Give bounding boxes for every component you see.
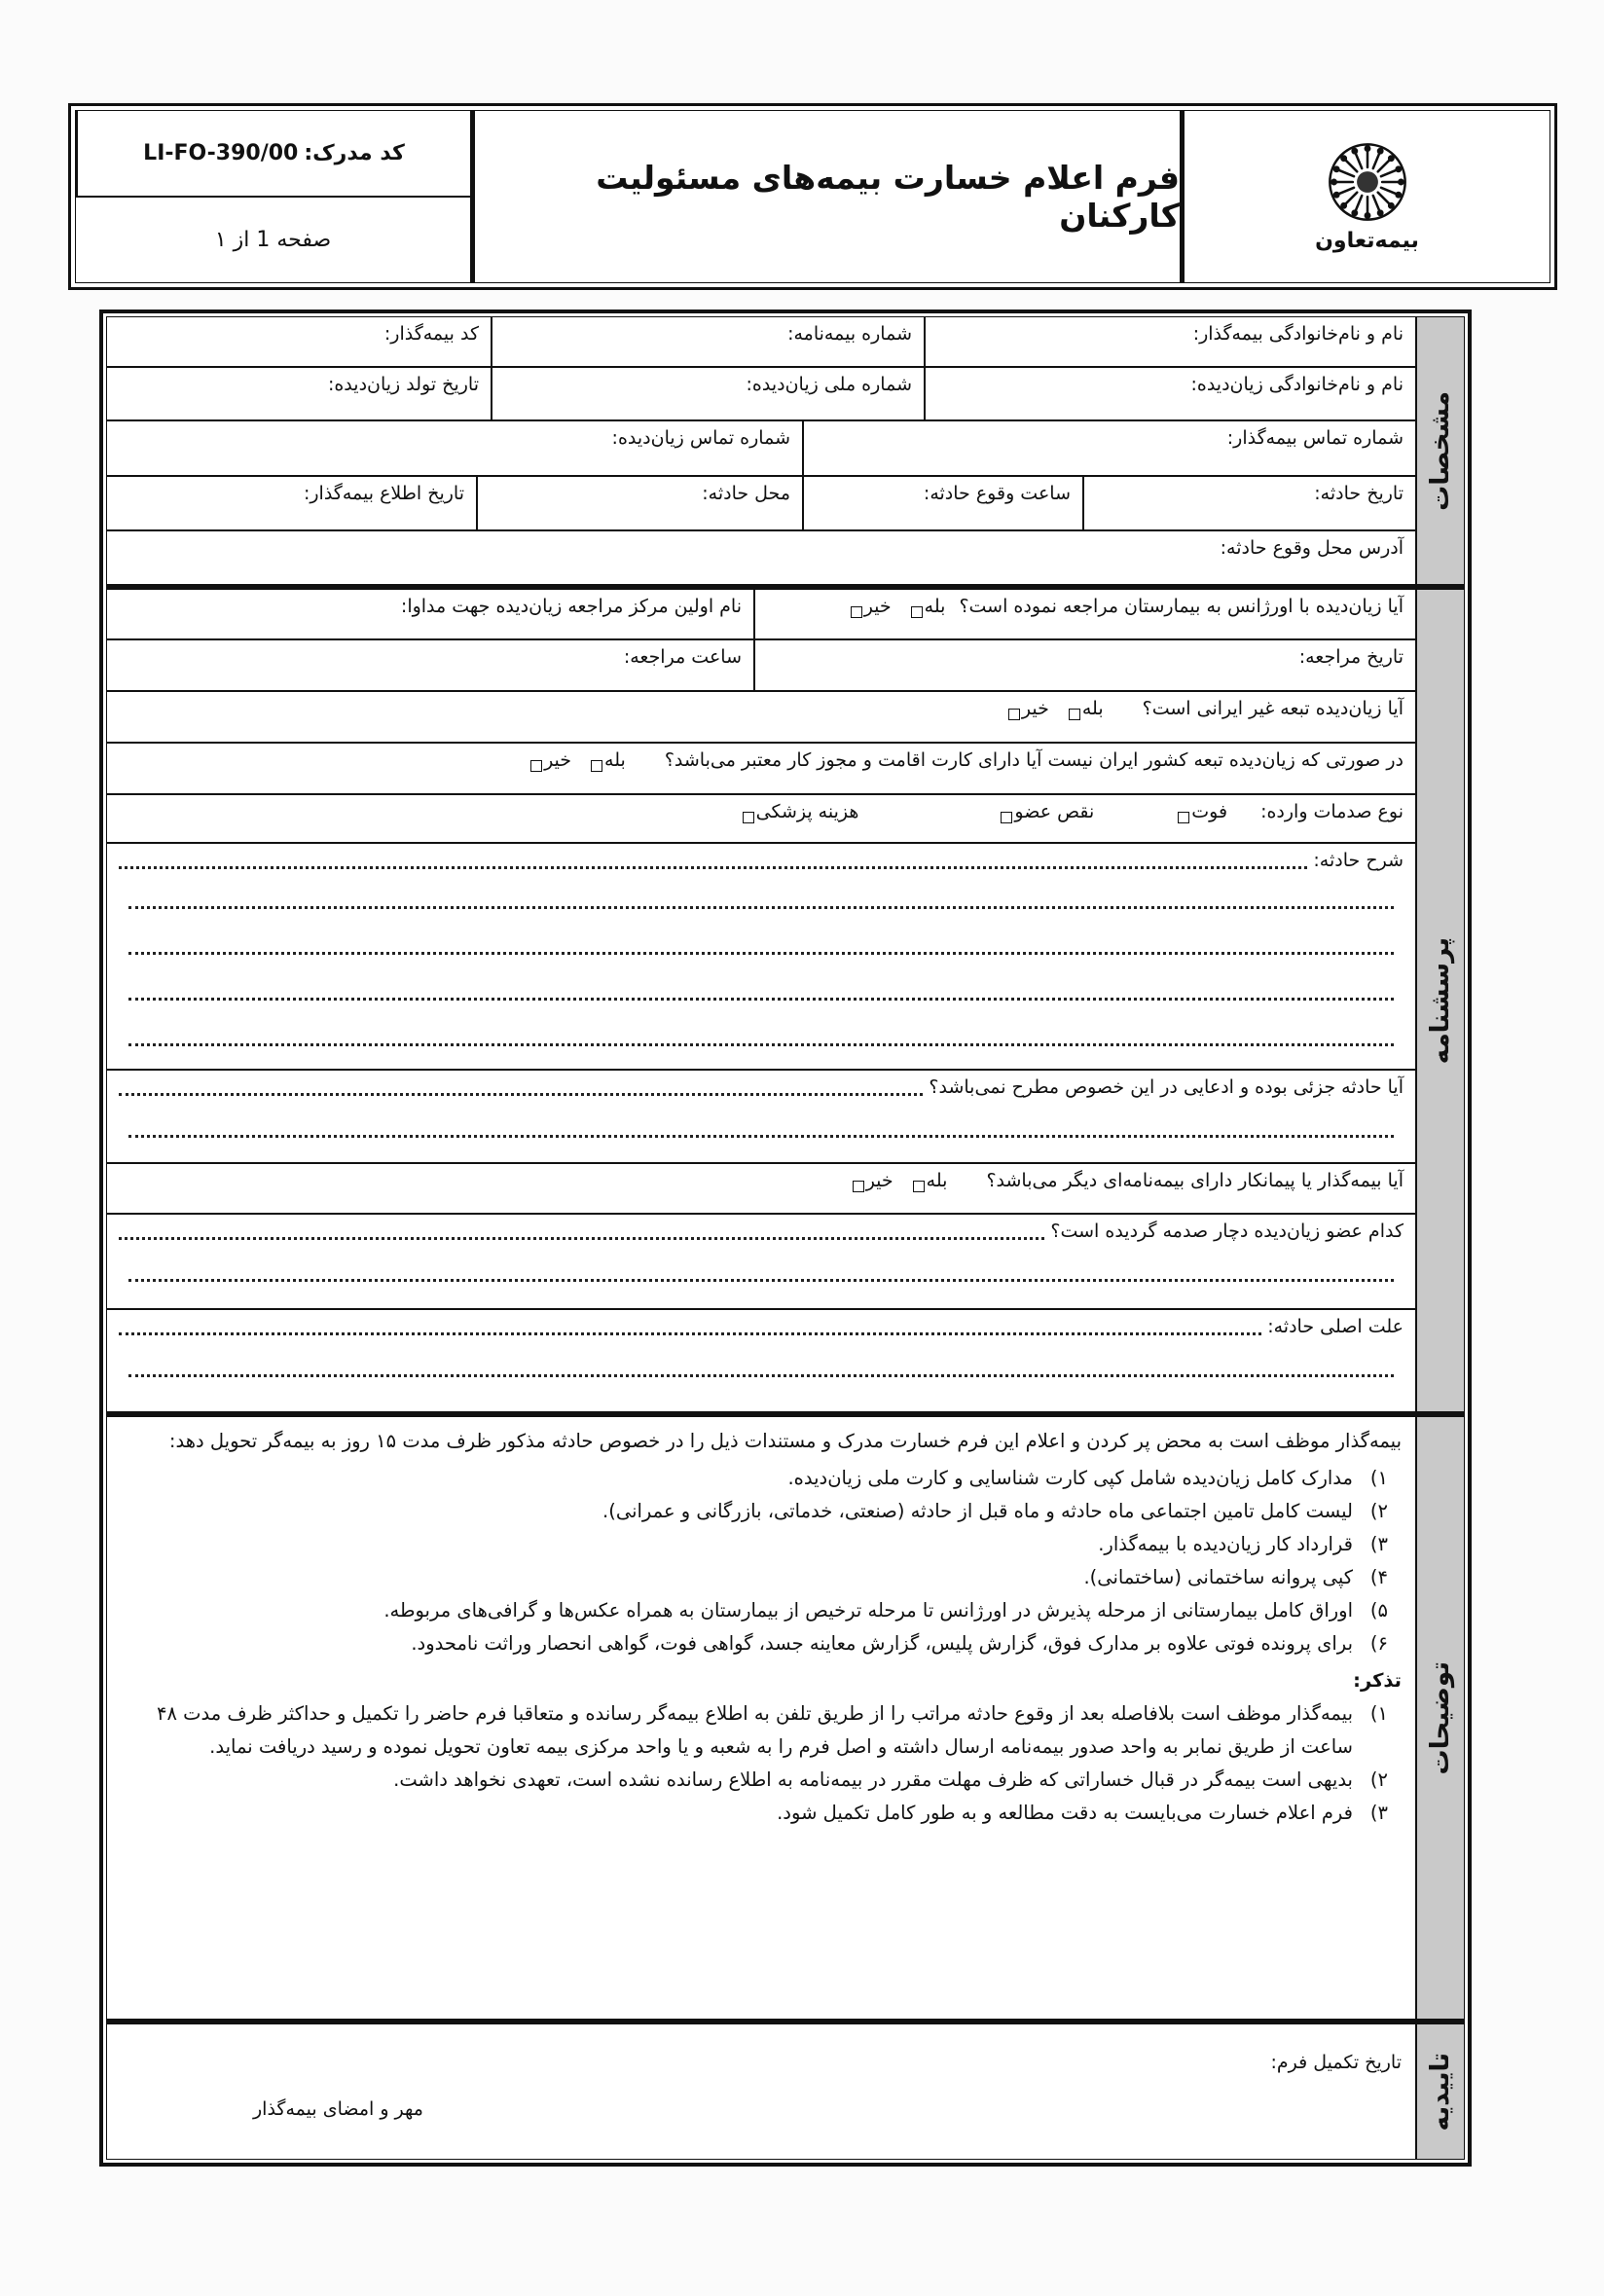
logo-ray [1380, 187, 1396, 193]
section-label-notes: توضیحات [1426, 1660, 1455, 1775]
logo-ray [1345, 192, 1357, 203]
field-label: تاریخ حادثه: [1314, 483, 1404, 504]
option-no-label: خیر [865, 1170, 893, 1191]
list-item-number: ۲) [1369, 1500, 1388, 1522]
field-label: نام اولین مرکز مراجعه زیان‌دیده جهت مداوا: [400, 596, 742, 617]
form-header [68, 103, 1557, 290]
field-label: کد بیمه‌گذار: [383, 323, 479, 345]
field-label: شرح حادثه: [1313, 850, 1404, 871]
document-code [76, 111, 470, 198]
logo-ray [1338, 187, 1354, 193]
list-item-text: فرم اعلام خسارت می‌بایست به دقت مطالعه و به طور کامل تکمیل شود. [777, 1802, 1353, 1824]
section-questionnaire [107, 590, 1464, 1417]
question-text: کدام عضو زیان‌دیده دچار صدمه گردیده است؟ [1050, 1221, 1404, 1242]
sunburst-people-emblem-icon [1327, 141, 1408, 223]
list-item-text: کپی پروانه ساختمانی (ساختمانی). [1083, 1566, 1353, 1588]
option-yes-label: بله [924, 596, 946, 617]
list-item-number: ۳) [1369, 1533, 1388, 1555]
checkbox-other-policy-no[interactable] [853, 1181, 864, 1192]
field-label: شماره تماس بیمه‌گذار: [1226, 427, 1404, 449]
reminders-list [127, 1697, 1402, 1830]
question-foreign [107, 692, 1415, 742]
field-notification-date[interactable] [107, 477, 476, 529]
field-policyholder-name[interactable] [924, 317, 1415, 366]
checkbox-other-policy-yes[interactable] [913, 1181, 925, 1192]
logo-ray-head [1341, 156, 1345, 160]
logo-ray [1372, 195, 1378, 210]
field-label: ساعت وقوع حادثه: [923, 483, 1071, 504]
question-text: در صورتی که زیان‌دیده تبعه کشور ایران نیست آیا دارای کارت اقامت و مجوز کار معتبر می‌باشد؟ [664, 749, 1404, 771]
logo-ray [1377, 160, 1389, 171]
list-item-text: برای پرونده فوتی علاوه بر مدارک فوق، گزارش پلیس، گزارش معاینه جسد، گواهی فوت، گواهی انحصار وراثت نامحدود. [411, 1632, 1353, 1655]
list-item-number: ۵) [1369, 1599, 1388, 1622]
checkbox-injury-medical[interactable] [743, 812, 754, 823]
document-code-label: کد مدرک: [304, 141, 405, 165]
checkbox-foreign-no[interactable] [1008, 709, 1020, 720]
field-label: تاریخ تکمیل فرم: [1270, 2052, 1402, 2073]
document-code-value: LI-FO-390/00 [143, 141, 299, 165]
field-label: محل حادثه: [702, 483, 790, 504]
list-item-number: ۲) [1369, 1768, 1388, 1791]
list-item-number: ۱) [1369, 1702, 1388, 1725]
question-text: آیا زیان‌دیده با اورژانس به بیمارستان مراجعه نموده است؟ [959, 596, 1404, 617]
field-policyholder-code[interactable] [107, 317, 491, 366]
form-body [99, 310, 1472, 2167]
field-label: شماره ملی زیان‌دیده: [746, 374, 912, 395]
field-label: تاریخ تولد زیان‌دیده: [327, 374, 479, 395]
logo-ray-head [1399, 179, 1403, 183]
field-injured-organ[interactable] [107, 1215, 1415, 1310]
list-item-number: ۴) [1369, 1566, 1388, 1588]
list-item [127, 1462, 1388, 1495]
list-item-number: ۳) [1369, 1802, 1388, 1824]
field-label: آدرس محل وقوع حادثه: [1220, 537, 1404, 559]
logo-ray-head [1396, 192, 1400, 196]
logo-ray-head [1352, 148, 1356, 152]
list-item-text: مدارک کامل زیان‌دیده شامل کپی کارت شناسایی و کارت ملی زیان‌دیده. [787, 1467, 1353, 1489]
logo-ray-head [1341, 203, 1345, 207]
list-item [127, 1797, 1388, 1830]
logo-ray [1377, 192, 1389, 203]
required-documents-list [127, 1462, 1402, 1660]
company-logo [1180, 111, 1549, 282]
field-injured-birth-date[interactable] [107, 368, 491, 419]
list-item-text: اوراق کامل بیمارستانی از مرحله پذیرش در اورژانس تا مرحله ترخیص از بیمارستان به همراه عکس‌ها و گرافی‌های مربوطه. [383, 1599, 1353, 1622]
field-policy-number[interactable] [491, 317, 924, 366]
logo-ray-head [1331, 179, 1335, 183]
option-yes-label: بله [926, 1170, 948, 1191]
logo-ray [1380, 169, 1396, 175]
section-label-confirmation: تاییدیه [1426, 2052, 1455, 2132]
checkbox-permit-yes[interactable] [591, 760, 602, 772]
logo-ray-head [1333, 166, 1337, 170]
list-item [127, 1627, 1388, 1660]
list-item-text: بدیهی است بیمه‌گر در قبال خساراتی که ظرف مهلت مقرر در بیمه‌نامه به اطلاع رسانده نشده است، تعهدی نخواهد داشت. [393, 1768, 1353, 1791]
option-no-label: خیر [544, 749, 572, 771]
logo-ray-head [1352, 210, 1356, 214]
logo-ray [1338, 169, 1354, 175]
logo-ray-head [1389, 203, 1393, 207]
list-item-text: قرارداد کار زیان‌دیده با بیمه‌گذار. [1098, 1533, 1353, 1555]
field-label: تاریخ اطلاع بیمه‌گذار: [303, 483, 464, 504]
logo-ray-head [1365, 146, 1368, 150]
logo-ray-head [1365, 213, 1368, 217]
field-first-center[interactable] [107, 590, 753, 638]
list-item [127, 1764, 1388, 1797]
checkbox-injury-disability[interactable] [1001, 812, 1012, 823]
field-injured-phone[interactable] [107, 421, 802, 475]
checkbox-emergency-yes[interactable] [911, 606, 923, 618]
section-label-questionnaire: پرسشنامه [1426, 936, 1455, 1065]
logo-ray [1355, 153, 1361, 168]
field-accident-address[interactable] [107, 531, 1415, 584]
field-completion-date[interactable] [1270, 2052, 1402, 2073]
section-confirmation [107, 2024, 1464, 2159]
list-item [127, 1561, 1388, 1594]
field-accident-place[interactable] [476, 477, 802, 529]
field-accident-date[interactable] [1082, 477, 1415, 529]
list-item-number: ۱) [1369, 1467, 1388, 1489]
injury-type-group [107, 795, 1415, 842]
field-main-cause[interactable] [107, 1310, 1415, 1403]
option-yes-label: بله [604, 749, 626, 771]
list-item [127, 1594, 1388, 1627]
injury-type-medical-label: هزینه پزشکی [755, 801, 859, 822]
option-no-label: خیر [863, 596, 892, 617]
question-emergency [753, 590, 1415, 638]
logo-ray [1345, 160, 1357, 171]
field-label: شماره تماس زیان‌دیده: [611, 427, 790, 449]
logo-ray [1355, 195, 1361, 210]
list-item-text: لیست کامل تامین اجتماعی ماه حادثه و ماه قبل از حادثه (صنعتی، خدماتی، بازرگانی و عمرانی). [602, 1500, 1353, 1522]
notes-intro: بیمه‌گذار موظف است به محض پر کردن و اعلام این فرم خسارت مدرک و مستندات ذیل را در خصوص حادثه مذکور ظرف مدت ۱۵ روز به بیمه‌گر تحویل دهد: [168, 1430, 1402, 1452]
logo-ray-head [1396, 166, 1400, 170]
question-other-policy [107, 1164, 1415, 1213]
logo-ray-head [1389, 156, 1393, 160]
list-item [127, 1495, 1388, 1528]
list-item [127, 1697, 1388, 1764]
injury-type-label: نوع صدمات وارده: [1260, 801, 1404, 822]
field-label: شماره بیمه‌نامه: [787, 323, 912, 345]
option-yes-label: بله [1081, 698, 1104, 719]
list-item [127, 1528, 1388, 1561]
checkbox-permit-no[interactable] [530, 760, 542, 772]
reminder-title: تذکر: [1353, 1669, 1402, 1692]
section-label-details: مشخصات [1426, 390, 1455, 511]
field-description[interactable] [107, 844, 1415, 1071]
option-no-label: خیر [1021, 698, 1049, 719]
logo-ray-head [1333, 192, 1337, 196]
field-label: علت اصلی حادثه: [1267, 1316, 1404, 1337]
question-text: آیا حادثه جزئی بوده و ادعایی در این خصوص مطرح نمی‌باشد؟ [929, 1076, 1404, 1098]
field-minor-accident[interactable] [107, 1071, 1415, 1164]
list-item-number: ۶) [1369, 1632, 1388, 1655]
question-permit [107, 744, 1415, 793]
checkbox-injury-death[interactable] [1178, 812, 1189, 823]
field-label: نام و نام‌خانوادگی بیمه‌گذار: [1192, 323, 1404, 345]
injury-type-disability-label: نقص عضو [1014, 801, 1095, 822]
form-title: فرم اعلام خسارت بیمه‌های مسئولیت کارکنان [596, 159, 1180, 235]
field-label: تاریخ مراجعه: [1298, 646, 1404, 668]
injury-type-death-label: فوت [1191, 801, 1228, 822]
field-injured-national-id[interactable] [491, 368, 924, 419]
field-visit-time[interactable] [107, 640, 753, 690]
field-visit-date[interactable] [753, 640, 1415, 690]
signature-area[interactable] [253, 2098, 423, 2120]
section-details [107, 317, 1464, 590]
checkbox-foreign-yes[interactable] [1069, 709, 1080, 720]
field-label: ساعت مراجعه: [623, 646, 742, 668]
checkbox-emergency-no[interactable] [851, 606, 862, 618]
question-text: آیا بیمه‌گذار یا پیمانکار دارای بیمه‌نامه‌ای دیگر می‌باشد؟ [986, 1170, 1404, 1191]
field-injured-name[interactable] [924, 368, 1415, 419]
field-accident-time[interactable] [802, 477, 1082, 529]
logo-ray-head [1377, 210, 1381, 214]
logo-text: بیمه‌تعاون [1315, 228, 1419, 253]
page-number: صفحه 1 از ۱ [214, 228, 332, 252]
logo-ray-head [1377, 148, 1381, 152]
question-text: آیا زیان‌دیده تبعه غیر ایرانی است؟ [1142, 698, 1404, 719]
logo-ray [1372, 153, 1378, 168]
list-item-text: بیمه‌گذار موظف است بلافاصله بعد از وقوع حادثه مراتب را از طریق تلفن به اطلاع بیمه‌گر رسانده و متعاقبا فرم حاضر را تکمیل و حداکثر ظرف مدت ۴۸ ساعت از طریق نمابر به واحد صدور بیمه‌نامه ارسال داشته و اصل فرم را به شعبه و یا واحد مرکزی بیمه تعاون تحویل نموده و رسید دریافت نماید. [157, 1702, 1353, 1758]
field-policyholder-phone[interactable] [802, 421, 1415, 475]
section-notes [107, 1417, 1464, 2024]
signature-label: مهر و امضای بیمه‌گذار [253, 2098, 423, 2120]
field-label: نام و نام‌خانوادگی زیان‌دیده: [1190, 374, 1404, 395]
